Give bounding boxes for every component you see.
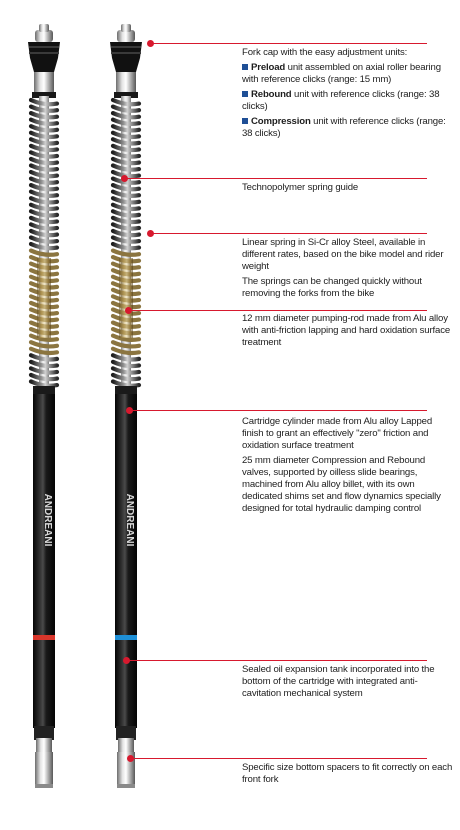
bottom-spacer-upper xyxy=(36,738,52,754)
spring-guide-gold xyxy=(37,258,51,338)
leader-line-fork-cap xyxy=(150,43,427,44)
cap-ridge xyxy=(111,46,141,48)
cap-adjuster xyxy=(121,24,131,32)
callout-bottom-spacers xyxy=(242,762,454,789)
callout-spring-guide xyxy=(242,182,454,197)
brand-text: ANDREANI xyxy=(42,493,53,547)
lower-spring-seat xyxy=(115,386,137,394)
callout-paragraph: 25 mm diameter Compression and Rebound valves, supported by oilless slide bearings, machined from Alu alloy billet, with its own dedicated shims set and flow dynamics specially designed for total hydraulic damping control xyxy=(242,455,441,514)
callout-bullet xyxy=(242,62,454,86)
cap-adjuster xyxy=(39,24,49,32)
leader-dot-cartridge-cylinder xyxy=(126,407,133,414)
square-bullet-icon xyxy=(242,118,248,124)
bullet-term: Preload xyxy=(251,62,286,73)
cartridge-tube xyxy=(115,394,137,728)
callout-fork-cap xyxy=(242,47,454,143)
callout-expansion-tank xyxy=(242,664,454,703)
callout-paragraph: Linear spring in Si-Cr alloy Steel, available in different rates, based on the bike model and rider weight xyxy=(242,237,444,272)
cap-ridge xyxy=(111,52,141,54)
bottom-spacer-edge xyxy=(35,784,53,788)
tank-collar xyxy=(116,726,136,740)
leader-dot-pumping-rod xyxy=(125,307,132,314)
cartridge-tube xyxy=(33,394,55,728)
bullet-text: unit with reference clicks (range: 38 clicks) xyxy=(242,116,446,139)
cap-ridge xyxy=(29,52,59,54)
brand-text: ANDREANI xyxy=(124,493,135,547)
bullet-text: unit with reference clicks (range: 38 clicks) xyxy=(242,89,440,112)
leader-line-pumping-rod xyxy=(128,310,427,311)
lower-spring-seat xyxy=(33,386,55,394)
leader-line-expansion-tank xyxy=(126,660,427,661)
callout-paragraph: Fork cap with the easy adjustment units: xyxy=(242,47,408,58)
fork-cartridge-left xyxy=(28,24,60,788)
leader-dot-linear-spring xyxy=(147,230,154,237)
color-band xyxy=(33,635,55,640)
callout-paragraph: The springs can be changed quickly without removing the forks from the bike xyxy=(242,276,422,299)
callout-pumping-rod xyxy=(242,313,454,352)
callout-linear-spring xyxy=(242,237,454,303)
callout-cartridge-cylinder xyxy=(242,416,454,518)
callout-bullet xyxy=(242,89,454,113)
bullet-term: Compression xyxy=(251,116,311,127)
leader-dot-expansion-tank xyxy=(123,657,130,664)
callout-paragraph: Cartridge cylinder made from Alu alloy Lapped finish to grant an effectively "zero" friction and oxidation surface treatment xyxy=(242,416,433,451)
square-bullet-icon xyxy=(242,64,248,70)
bottom-spacer xyxy=(35,752,53,786)
color-band xyxy=(115,635,137,640)
callout-paragraph: Specific size bottom spacers to fit correctly on each front fork xyxy=(242,762,453,785)
square-bullet-icon xyxy=(242,91,248,97)
leader-line-bottom-spacers xyxy=(130,758,427,759)
callout-paragraph: 12 mm diameter pumping-rod made from Alu alloy with anti-friction lapping and hard oxidation surface treatment xyxy=(242,313,451,348)
bottom-spacer-edge xyxy=(117,784,135,788)
leader-line-cartridge-cylinder xyxy=(129,410,427,411)
bullet-term: Rebound xyxy=(251,89,292,100)
leader-dot-bottom-spacers xyxy=(127,755,134,762)
callout-paragraph: Technopolymer spring guide xyxy=(242,182,359,193)
callout-paragraph: Sealed oil expansion tank incorporated into the bottom of the cartridge with integrated anti-cavitation mechanical system xyxy=(242,664,435,699)
spring-guide-gold xyxy=(119,258,133,338)
leader-line-linear-spring xyxy=(150,233,427,234)
bottom-spacer-upper xyxy=(118,738,134,754)
cap-ridge xyxy=(29,46,59,48)
leader-line-spring-guide xyxy=(124,178,427,179)
tank-collar xyxy=(34,726,54,740)
cap-collar xyxy=(34,72,54,94)
cap-collar xyxy=(116,72,136,94)
fork-cartridge-right xyxy=(110,24,142,788)
bullet-text: unit assembled on axial roller bearing with reference clicks (range: 15 mm) xyxy=(242,62,441,85)
leader-dot-spring-guide xyxy=(121,175,128,182)
callout-bullet xyxy=(242,116,454,140)
leader-dot-fork-cap xyxy=(147,40,154,47)
